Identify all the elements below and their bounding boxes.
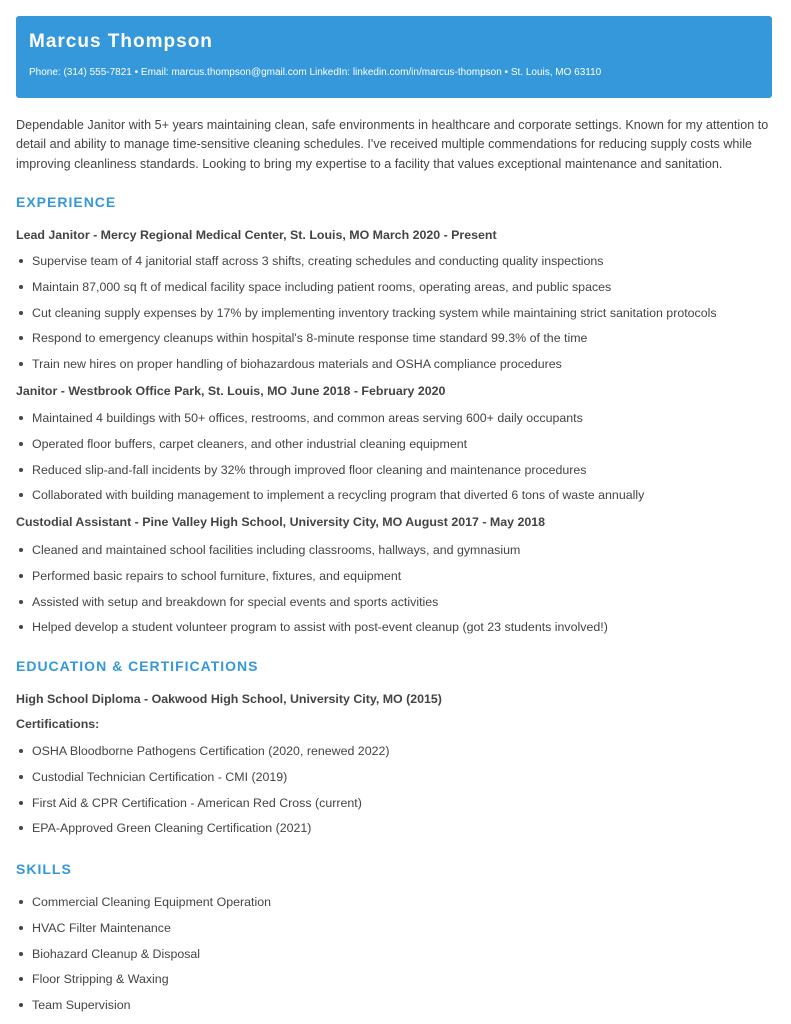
list-item: Cut cleaning supply expenses by 17% by implementing inventory tracking system while maintaining strict sanitation protocols xyxy=(16,304,717,330)
certifications-list xyxy=(16,742,390,845)
list-item: Floor Stripping & Waxing xyxy=(16,970,271,996)
list-item: Performed basic repairs to school furniture, fixtures, and equipment xyxy=(16,567,608,593)
list-item: Assisted with setup and breakdown for special events and sports activities xyxy=(16,593,608,619)
job-heading-custodial-assistant: Custodial Assistant - Pine Valley High School, University City, MO August 2017 - May 2018 xyxy=(16,515,546,529)
list-item: EPA-Approved Green Cleaning Certification (2021) xyxy=(16,819,390,845)
job-bullets-janitor xyxy=(16,409,644,512)
skills-list xyxy=(16,893,271,1022)
list-item: Collaborated with building management to implement a recycling program that diverted 6 tons of waste annually xyxy=(16,486,644,512)
list-item: Commercial Cleaning Equipment Operation xyxy=(16,893,271,919)
candidate-name: Marcus Thompson xyxy=(29,31,213,52)
skills-section-title: SKILLS xyxy=(16,861,72,877)
contact-info: Phone: (314) 555-7821 • Email: marcus.thompson@gmail.com LinkedIn: linkedin.com/in/marcus-thompson • St. Louis, MO 63110 xyxy=(29,67,602,78)
list-item: Team Supervision xyxy=(16,996,271,1022)
list-item: Respond to emergency cleanups within hospital's 8-minute response time standard 99.3% of the time xyxy=(16,329,717,355)
list-item: Reduced slip-and-fall incidents by 32% through improved floor cleaning and maintenance procedures xyxy=(16,461,644,487)
job-heading-lead-janitor: Lead Janitor - Mercy Regional Medical Center, St. Louis, MO March 2020 - Present xyxy=(16,228,497,242)
list-item: Cleaned and maintained school facilities including classrooms, hallways, and gymnasium xyxy=(16,541,608,567)
degree-heading: High School Diploma - Oakwood High School, University City, MO (2015) xyxy=(16,692,442,706)
job-bullets-lead-janitor xyxy=(16,252,717,381)
job-heading-janitor: Janitor - Westbrook Office Park, St. Louis, MO June 2018 - February 2020 xyxy=(16,384,446,398)
list-item: Maintained 4 buildings with 50+ offices, restrooms, and common areas serving 600+ daily occupants xyxy=(16,409,644,435)
list-item: Maintain 87,000 sq ft of medical facility space including patient rooms, operating areas, and public spaces xyxy=(16,278,717,304)
list-item: Operated floor buffers, carpet cleaners, and other industrial cleaning equipment xyxy=(16,435,644,461)
education-section-title: EDUCATION & CERTIFICATIONS xyxy=(16,658,259,674)
list-item: Supervise team of 4 janitorial staff across 3 shifts, creating schedules and conducting quality inspections xyxy=(16,252,717,278)
list-item: First Aid & CPR Certification - American Red Cross (current) xyxy=(16,794,390,820)
resume-header xyxy=(16,16,772,98)
list-item: Train new hires on proper handling of biohazardous materials and OSHA compliance procedures xyxy=(16,355,717,381)
certifications-label: Certifications: xyxy=(16,717,100,731)
experience-section-title: EXPERIENCE xyxy=(16,194,117,210)
list-item: Biohazard Cleanup & Disposal xyxy=(16,945,271,971)
list-item: Custodial Technician Certification - CMI (2019) xyxy=(16,768,390,794)
list-item: Helped develop a student volunteer program to assist with post-event cleanup (got 23 students involved!) xyxy=(16,618,608,644)
job-bullets-custodial-assistant xyxy=(16,541,608,644)
professional-summary: Dependable Janitor with 5+ years maintaining clean, safe environments in healthcare and corporate settings. Known for my attention to detail and ability to manage time-sensitive cleaning schedules. I've received multiple commendations for reducing supply costs while improving cleanliness standards. Looking to bring my expertise to a facility that values exceptional maintenance and sanitation. xyxy=(16,118,769,171)
list-item: HVAC Filter Maintenance xyxy=(16,919,271,945)
list-item: OSHA Bloodborne Pathogens Certification (2020, renewed 2022) xyxy=(16,742,390,768)
